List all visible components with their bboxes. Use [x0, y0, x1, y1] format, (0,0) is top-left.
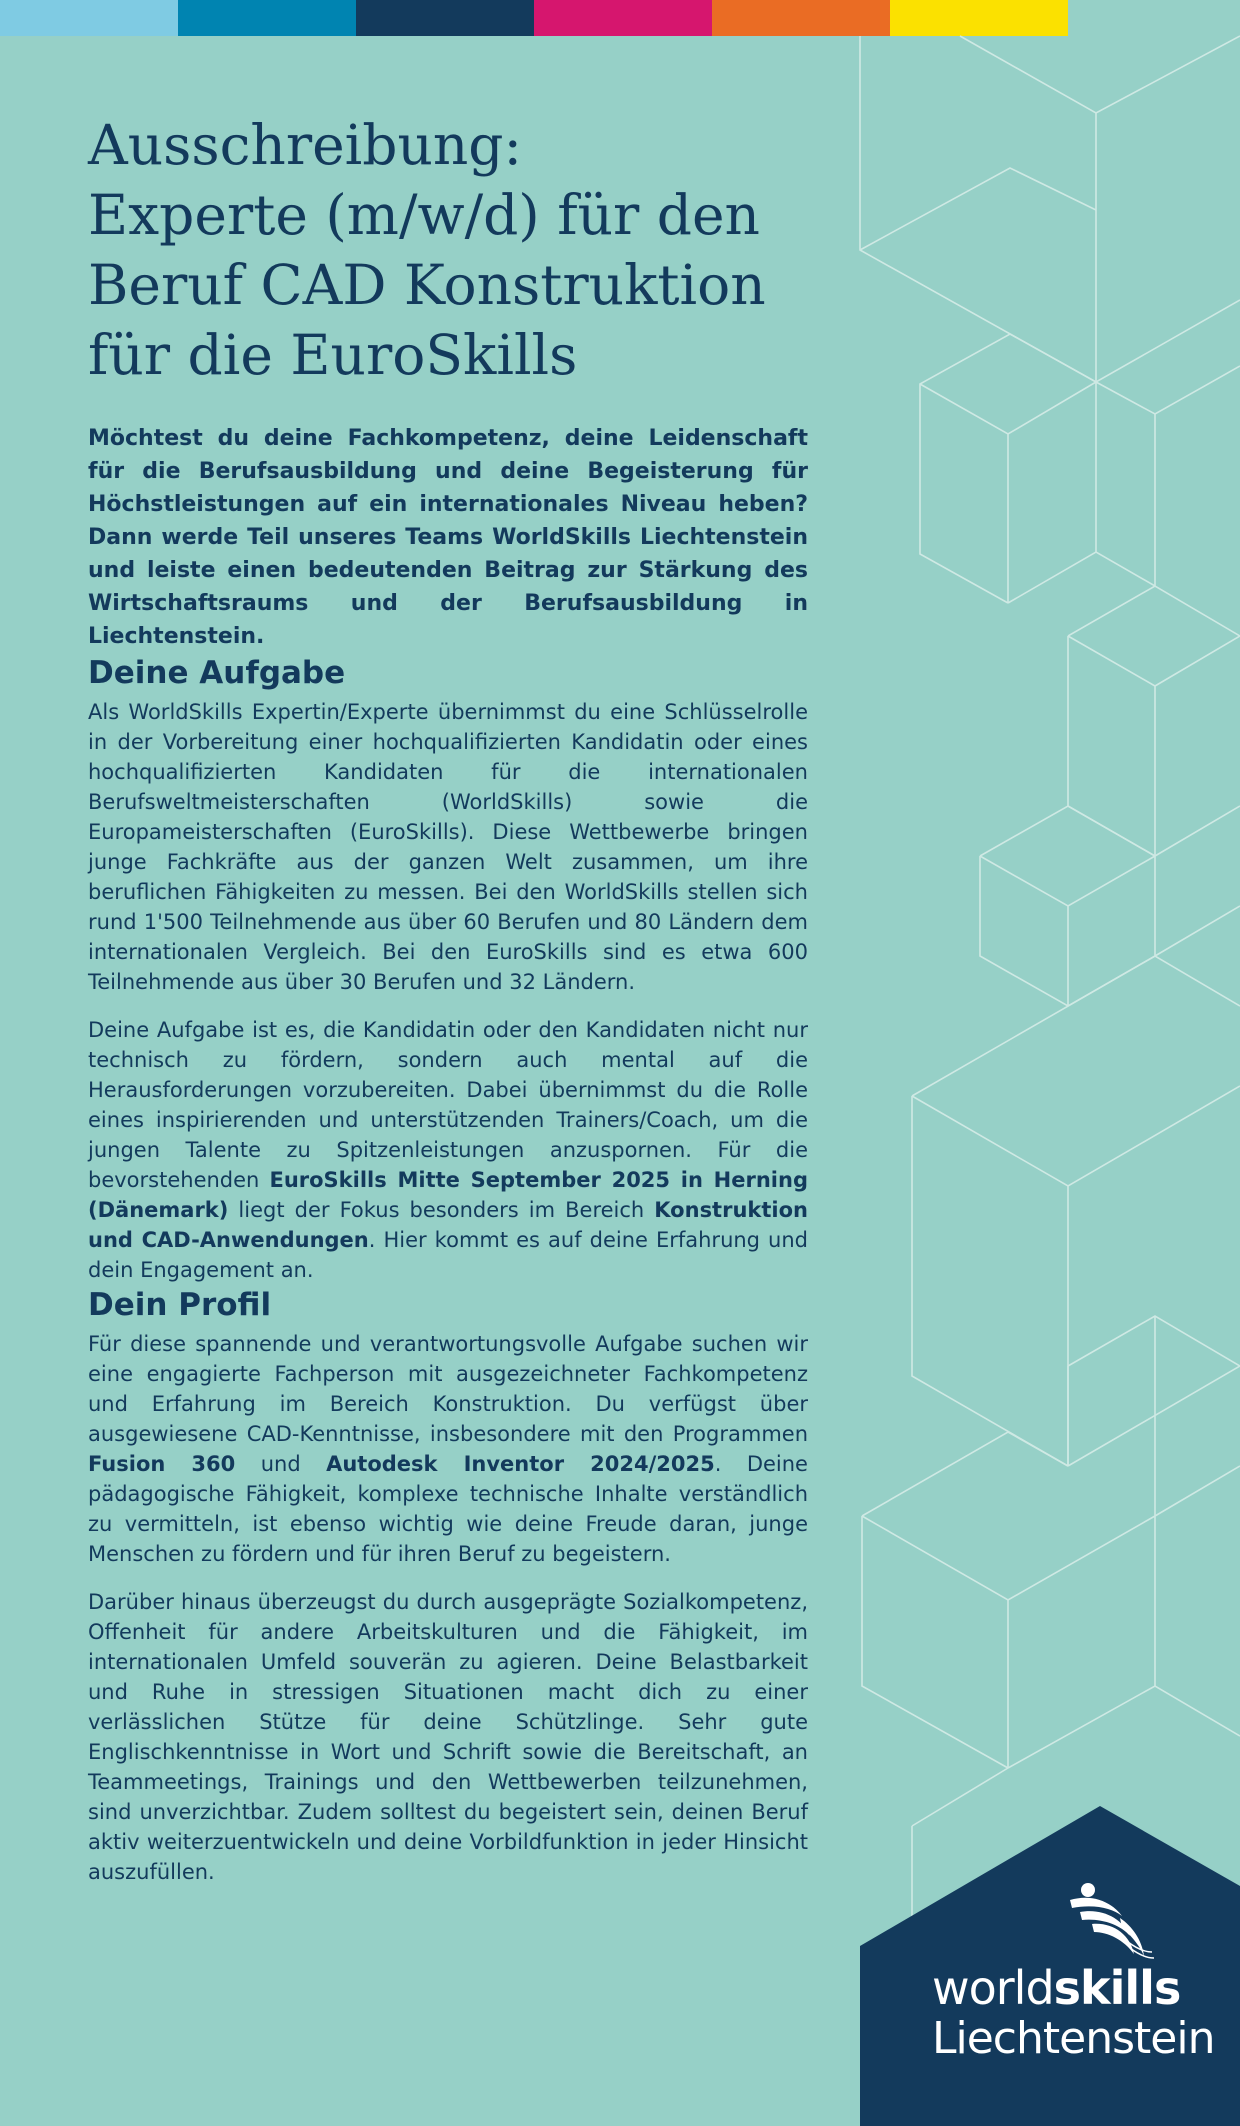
profil-paragraph-2: Darüber hinaus überzeugst du durch ausgeprägte Sozialkompetenz, Offenheit für andere Arbeitskulturen und die Fähigkeit, im internationalen Umfeld souverän zu agieren. Deine Belastbarkeit und Ruhe in stressigen Situationen macht dich zu einer verlässlichen Stütze für deine Schützlinge. Sehr gute Englischkenntnisse in Wort und Schrift sowie die Bereitschaft, an Teammeetings, Trainings und den Wettbewerben teilzunehmen, sind unverzichtbar. Zudem solltest du begeistert sein, deinen Beruf aktiv weiterzuentwickeln und deine Vorbildfunktion in jeder Hinsicht auszufüllen. [88, 1590, 808, 1884]
title-line: Ausschreibung: [88, 113, 523, 177]
bold-text-run: Fusion 360 [88, 1452, 236, 1476]
aufgabe-paragraph-1: Als WorldSkills Expertin/Experte übernimmst du eine Schlüsselrolle in der Vorbereitung einer hochqualifizierten Kandidatin oder eines hochqualifizierten Kandidaten für die internationalen Berufsweltmeisterschaften (WorldSkills) sowie die Europameisterschaften (EuroSkills). Diese Wettbewerbe bringen junge Fachkräfte aus der ganzen Welt zusammen, um ihre beruflichen Fähigkeiten zu messen. Bei den WorldSkills stellen sich rund 1'500 Teilnehmende aus über 60 Berufen und 80 Ländern dem internationalen Vergleich. Bei den EuroSkills sind es etwa 600 Teilnehmende aus über 30 Berufen und 32 Ländern. [88, 700, 808, 994]
profil-paragraph-1 [88, 1329, 808, 1569]
text-run: und [235, 1452, 327, 1476]
text-run: Deine Aufgabe ist es, die Kandidatin oder den Kandidaten nicht nur technisch zu fördern, sondern auch mental auf die Herausforderungen vorzubereiten. Dabei übernimmst du die Rolle eines inspirierenden und unterstützenden Trainers/Coach, um die jungen Talente zu Spitzenleistungen anzuspornen. Für die bevorstehenden [88, 1018, 808, 1192]
intro-paragraph: Möchtest du deine Fachkompetenz, deine Leidenschaft für die Berufsausbildung und deine Begeisterung für Höchstleistungen auf ein internationales Niveau heben? Dann werde Teil unseres Teams WorldSkills Liechtenstein und leiste einen bedeutenden Beitrag zur Stärkung des Wirtschaftsraums und der Berufsausbildung in Liechtenstein. [88, 426, 808, 649]
title-line: Experte (m/w/d) für den [88, 183, 760, 247]
text-run: Für diese spannende und verantwortungsvolle Aufgabe suchen wir eine engagierte Fachperson mit ausgezeichneter Fachkompetenz und Erfahrung im Bereich Konstruktion. Du verfügst über ausgewiesene CAD-Kenntnisse, insbesondere mit den Programmen [88, 1332, 808, 1446]
section-heading-aufgabe: Deine Aufgabe [88, 655, 346, 691]
logo-subtitle: Liechtenstein [932, 2013, 1215, 2064]
title-line: Beruf CAD Konstruktion [88, 253, 766, 317]
bold-text-run: EuroSkills Mitte September 2025 in Herning (Dänemark) [88, 1168, 808, 1222]
main-content [88, 110, 808, 1887]
logo-word-thin: world [932, 1961, 1054, 2015]
logo-word-bold: skills [1053, 1961, 1181, 2015]
logo-wordmark [932, 1962, 1214, 2014]
bold-text-run: Autodesk Inventor 2024/2025 [326, 1452, 715, 1476]
text-run: liegt der Fokus besonders im Bereich [228, 1198, 655, 1222]
page-title [88, 110, 808, 390]
text-run: . Hier kommt es auf deine Erfahrung und dein Engagement an. [88, 1228, 808, 1282]
aufgabe-paragraph-2 [88, 1015, 808, 1285]
worldskills-figure-logo-icon [1060, 1882, 1160, 1962]
bold-text-run: Konstruktion und CAD-Anwendungen [88, 1198, 808, 1252]
section-heading-profil: Dein Profil [88, 1287, 272, 1323]
title-line: für die EuroSkills [88, 323, 578, 387]
worldskills-liechtenstein-logo [932, 1962, 1214, 2064]
text-run: . Deine pädagogische Fähigkeit, komplexe technische Inhalte verständlich zu vermitteln, ist ebenso wichtig wie deine Freude daran, junge Menschen zu fördern und für ihren Beruf zu begeistern. [88, 1452, 808, 1566]
